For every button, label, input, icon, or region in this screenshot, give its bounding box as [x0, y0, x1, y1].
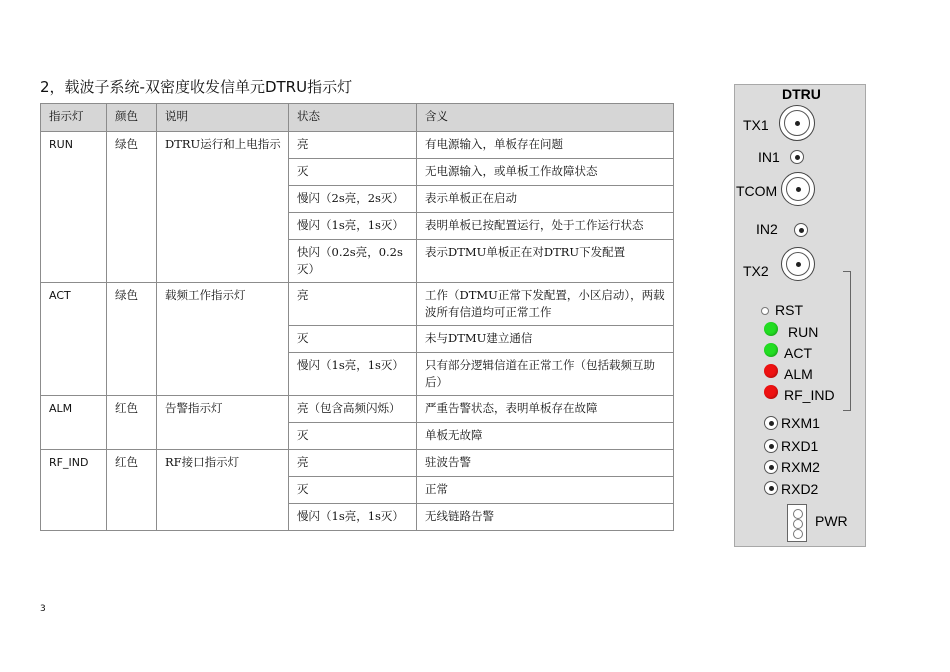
in2-label: IN2 [756, 221, 778, 237]
pwr-label: PWR [815, 513, 848, 529]
state-cell: 灭 [289, 477, 417, 504]
state-cell: 慢闪（1s亮，1s灭） [289, 504, 417, 531]
header-state: 状态 [289, 104, 417, 132]
color-cell: 红色 [107, 396, 157, 450]
color-cell: 绿色 [107, 283, 157, 396]
meaning-cell: 未与DTMU建立通信 [417, 326, 674, 353]
rst-label: RST [775, 302, 803, 318]
state-cell: 亮 [289, 283, 417, 326]
alm-led-icon [764, 364, 778, 378]
indicator-cell: ALM [41, 396, 107, 450]
color-cell: 绿色 [107, 132, 157, 283]
state-cell: 慢闪（1s亮，1s灭） [289, 213, 417, 240]
tcom-label: TCOM [736, 183, 778, 199]
meaning-cell: 单板无故障 [417, 423, 674, 450]
table-row [41, 283, 674, 326]
description-cell: DTRU运行和上电指示 [157, 132, 289, 283]
state-cell: 亮 [289, 450, 417, 477]
indicator-table [40, 103, 674, 531]
page-number: 3 [40, 604, 46, 614]
rxm1-port-icon [764, 416, 778, 430]
rxd2-label: RXD2 [781, 481, 819, 497]
state-cell: 灭 [289, 159, 417, 186]
meaning-cell: 正常 [417, 477, 674, 504]
in1-label: IN1 [758, 149, 780, 165]
led-group-bracket [843, 271, 851, 411]
meaning-cell: 驻波告警 [417, 450, 674, 477]
meaning-cell: 无线链路告警 [417, 504, 674, 531]
dtru-panel [734, 84, 866, 547]
meaning-cell: 表明单板已按配置运行，处于工作运行状态 [417, 213, 674, 240]
meaning-cell: 严重告警状态，表明单板存在故障 [417, 396, 674, 423]
rxd1-label: RXD1 [781, 438, 819, 454]
color-cell: 红色 [107, 450, 157, 531]
header-color: 颜色 [107, 104, 157, 132]
tx2-connector-icon [781, 247, 815, 281]
table-row [41, 396, 674, 423]
panel-title: DTRU [782, 86, 821, 102]
meaning-cell: 工作（DTMU正常下发配置，小区启动），两载波所有信道均可正常工作 [417, 283, 674, 326]
pwr-connector-icon [787, 504, 807, 542]
state-cell: 灭 [289, 423, 417, 450]
run-led-icon [764, 322, 778, 336]
meaning-cell: 只有部分逻辑信道在正常工作（包括载频互助后） [417, 353, 674, 396]
rxm2-label: RXM2 [781, 459, 820, 475]
table-row [41, 132, 674, 159]
tcom-connector-icon [781, 172, 815, 206]
meaning-cell: 表示单板正在启动 [417, 186, 674, 213]
meaning-cell: 表示DTMU单板正在对DTRU下发配置 [417, 240, 674, 283]
state-cell: 快闪（0.2s亮，0.2s灭） [289, 240, 417, 283]
header-indicator: 指示灯 [41, 104, 107, 132]
description-cell: 载频工作指示灯 [157, 283, 289, 396]
in2-port-icon [794, 223, 808, 237]
state-cell: 亮 [289, 132, 417, 159]
in1-port-icon [790, 150, 804, 164]
state-cell: 灭 [289, 326, 417, 353]
table-header-row [41, 104, 674, 132]
rf-ind-led-icon [764, 385, 778, 399]
state-cell: 亮（包含高频闪烁） [289, 396, 417, 423]
tx2-label: TX2 [743, 263, 769, 279]
state-cell: 慢闪（2s亮，2s灭） [289, 186, 417, 213]
header-description: 说明 [157, 104, 289, 132]
act-led-icon [764, 343, 778, 357]
rxd2-port-icon [764, 481, 778, 495]
run-led-label: RUN [788, 324, 819, 340]
rf-ind-led-label: RF_IND [784, 387, 835, 403]
state-cell: 慢闪（1s亮，1s灭） [289, 353, 417, 396]
section-heading: 2，载波子系统-双密度收发信单元DTRU指示灯 [40, 78, 353, 96]
rst-button-icon [761, 307, 769, 315]
indicator-cell: ACT [41, 283, 107, 396]
header-meaning: 含义 [417, 104, 674, 132]
alm-led-label: ALM [784, 366, 813, 382]
rxm2-port-icon [764, 460, 778, 474]
act-led-label: ACT [784, 345, 812, 361]
tx1-connector-icon [779, 105, 815, 141]
table-row [41, 450, 674, 477]
indicator-cell: RF_IND [41, 450, 107, 531]
meaning-cell: 有电源输入，单板存在问题 [417, 132, 674, 159]
description-cell: 告警指示灯 [157, 396, 289, 450]
indicator-cell: RUN [41, 132, 107, 283]
rxd1-port-icon [764, 439, 778, 453]
description-cell: RF接口指示灯 [157, 450, 289, 531]
tx1-label: TX1 [743, 117, 769, 133]
rxm1-label: RXM1 [781, 415, 820, 431]
meaning-cell: 无电源输入，或单板工作故障状态 [417, 159, 674, 186]
